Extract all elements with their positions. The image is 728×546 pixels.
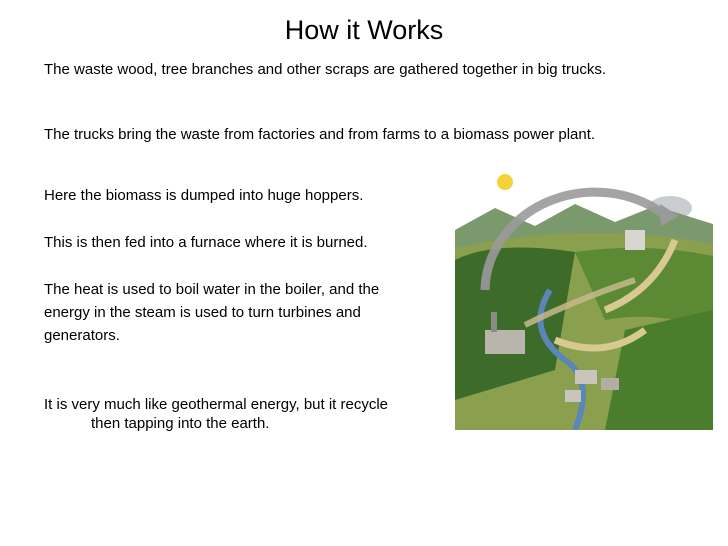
biomass-cycle-illustration <box>455 160 713 430</box>
slide-title: How it Works <box>284 15 444 45</box>
sun-icon <box>497 174 513 190</box>
plant-icon <box>485 330 525 354</box>
paragraph-3: Here the biomass is dumped into huge hoppers. <box>44 187 364 204</box>
paragraph-6-line-1: It is very much like geothermal energy, but it recycle <box>44 396 389 413</box>
paragraph-6-line-2: then tapping into the earth. <box>91 415 270 432</box>
paragraph-4: This is then fed into a furnace where it is burned. <box>44 234 368 251</box>
paragraph-2: The trucks bring the waste from factories and from farms to a biomass power plant. <box>44 126 596 143</box>
paragraph-5-line-3: generators. <box>44 327 120 344</box>
paragraph-5-line-1: The heat is used to boil water in the boiler, and the <box>44 281 380 298</box>
paragraph-5-line-2: energy in the steam is used to turn turbines and <box>44 304 361 321</box>
biomass-cycle-svg <box>455 160 713 430</box>
paragraph-1: The waste wood, tree branches and other scraps are gathered together in big trucks. <box>44 61 606 78</box>
